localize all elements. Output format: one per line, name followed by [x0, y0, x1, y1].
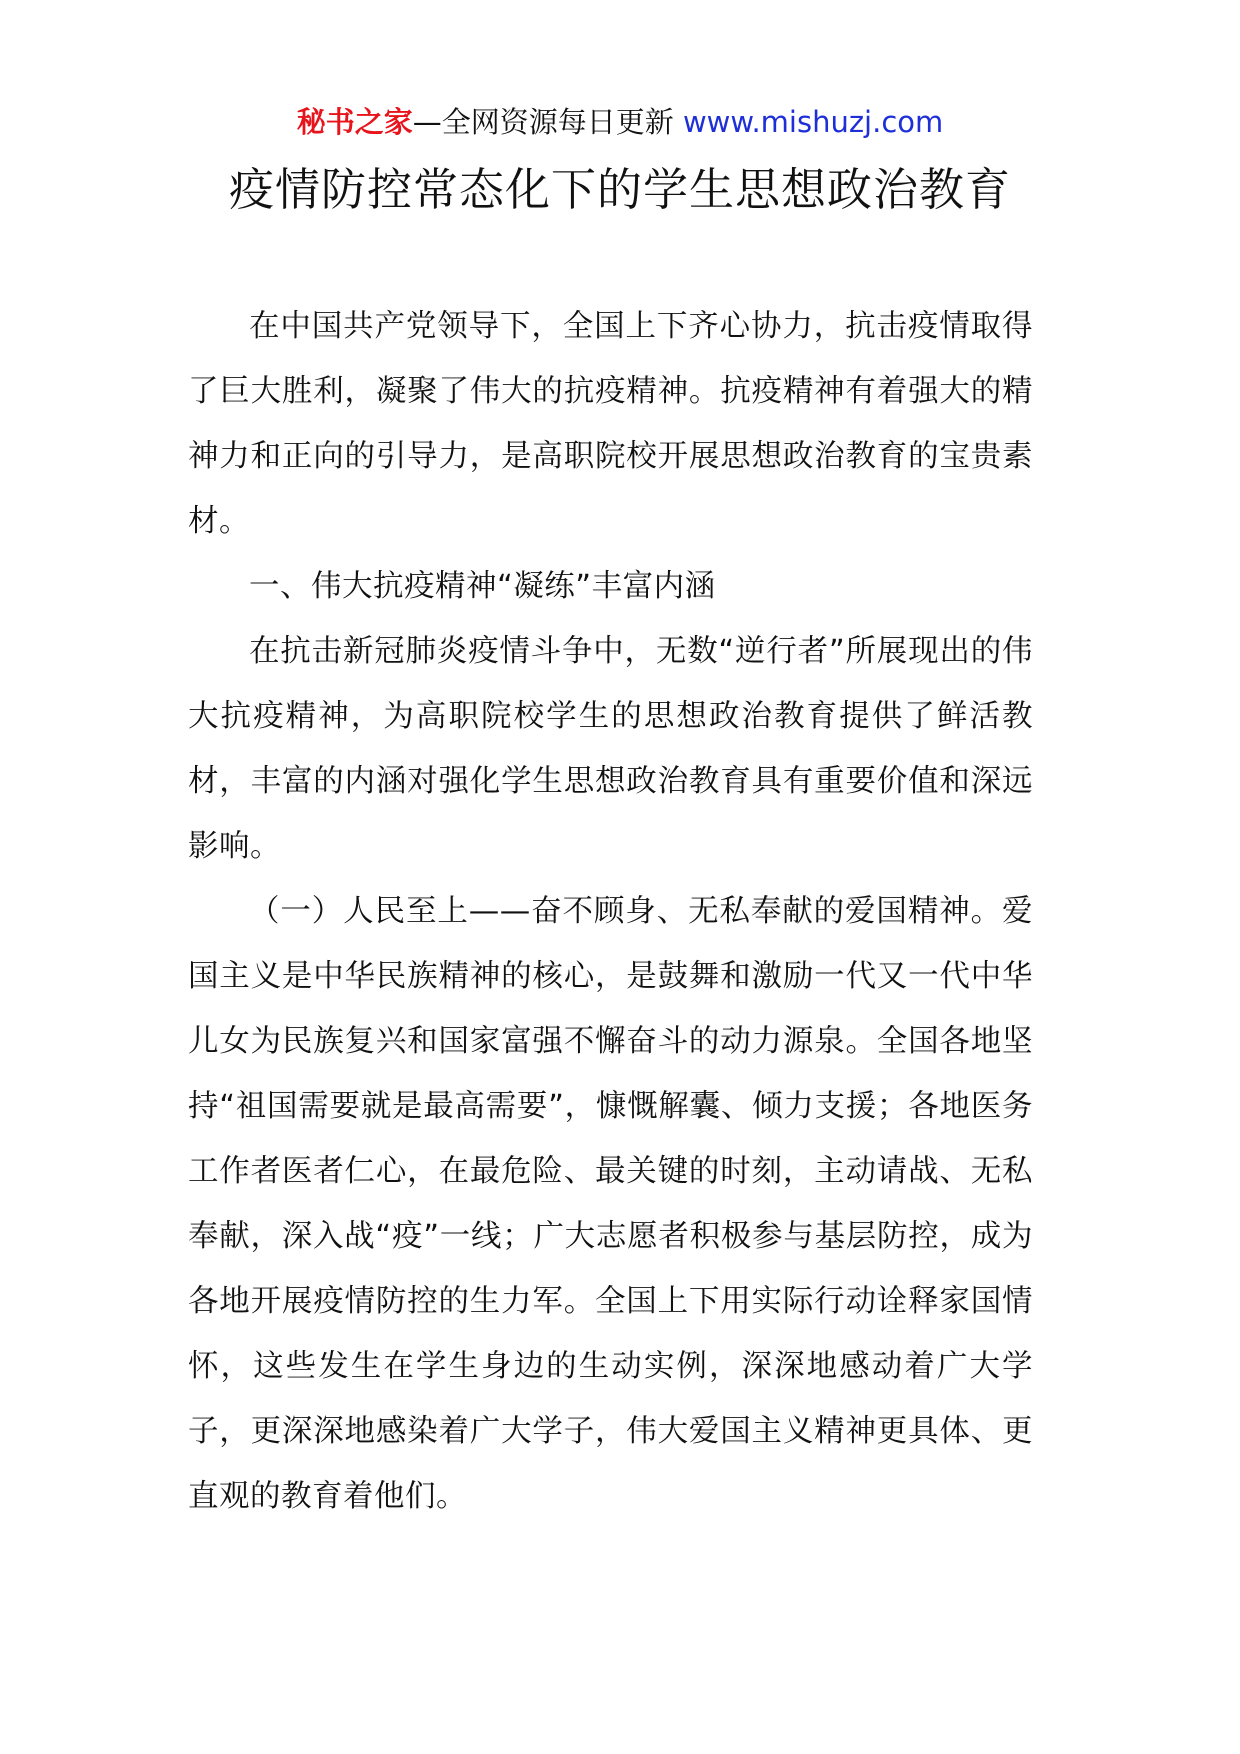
document-title: 疫情防控常态化下的学生思想政治教育: [228, 163, 1011, 216]
paragraph-intro: 在中国共产党领导下，全国上下齐心协力，抗击疫情取得了巨大胜利，凝聚了伟大的抗疫精神。抗疫精神有着强大的精神力和正向的引导力，是高职院校开展思想政治教育的宝贵素材。: [188, 309, 1033, 539]
site-url-link[interactable]: www.mishuzj.com: [682, 105, 944, 139]
paragraph-subsection-1: （一）人民至上——奋不顾身、无私奉献的爱国精神。爱国主义是中华民族精神的核心，是鼓舞和激励一代又一代中华儿女为民族复兴和国家富强不懈奋斗的动力源泉。全国各地坚持“祖国需要就是最高需要”，慷慨解囊、倾力支援；各地医务工作者医者仁心，在最危险、最关键的时刻，主动请战、无私奉献，深入战“疫”一线；广大志愿者积极参与基层防控，成为各地开展疫情防控的生力军。全国上下用实际行动诠释家国情怀，这些发生在学生身边的生动实例，深深地感动着广大学子，更深深地感染着广大学子，伟大爱国主义精神更具体、更直观的教育着他们。: [188, 894, 1033, 1514]
site-header: [0, 102, 1240, 142]
section-heading-1: 一、伟大抗疫精神“凝练”丰富内涵: [249, 569, 716, 604]
site-brand: 秘书之家: [296, 105, 413, 139]
document-body: [188, 294, 1033, 1529]
site-tagline: —全网资源每日更新: [412, 105, 674, 139]
paragraph-section-1: 在抗击新冠肺炎疫情斗争中，无数“逆行者”所展现出的伟大抗疫精神，为高职院校学生的思想政治教育提供了鲜活教材，丰富的内涵对强化学生思想政治教育具有重要价值和深远影响。: [188, 634, 1033, 864]
